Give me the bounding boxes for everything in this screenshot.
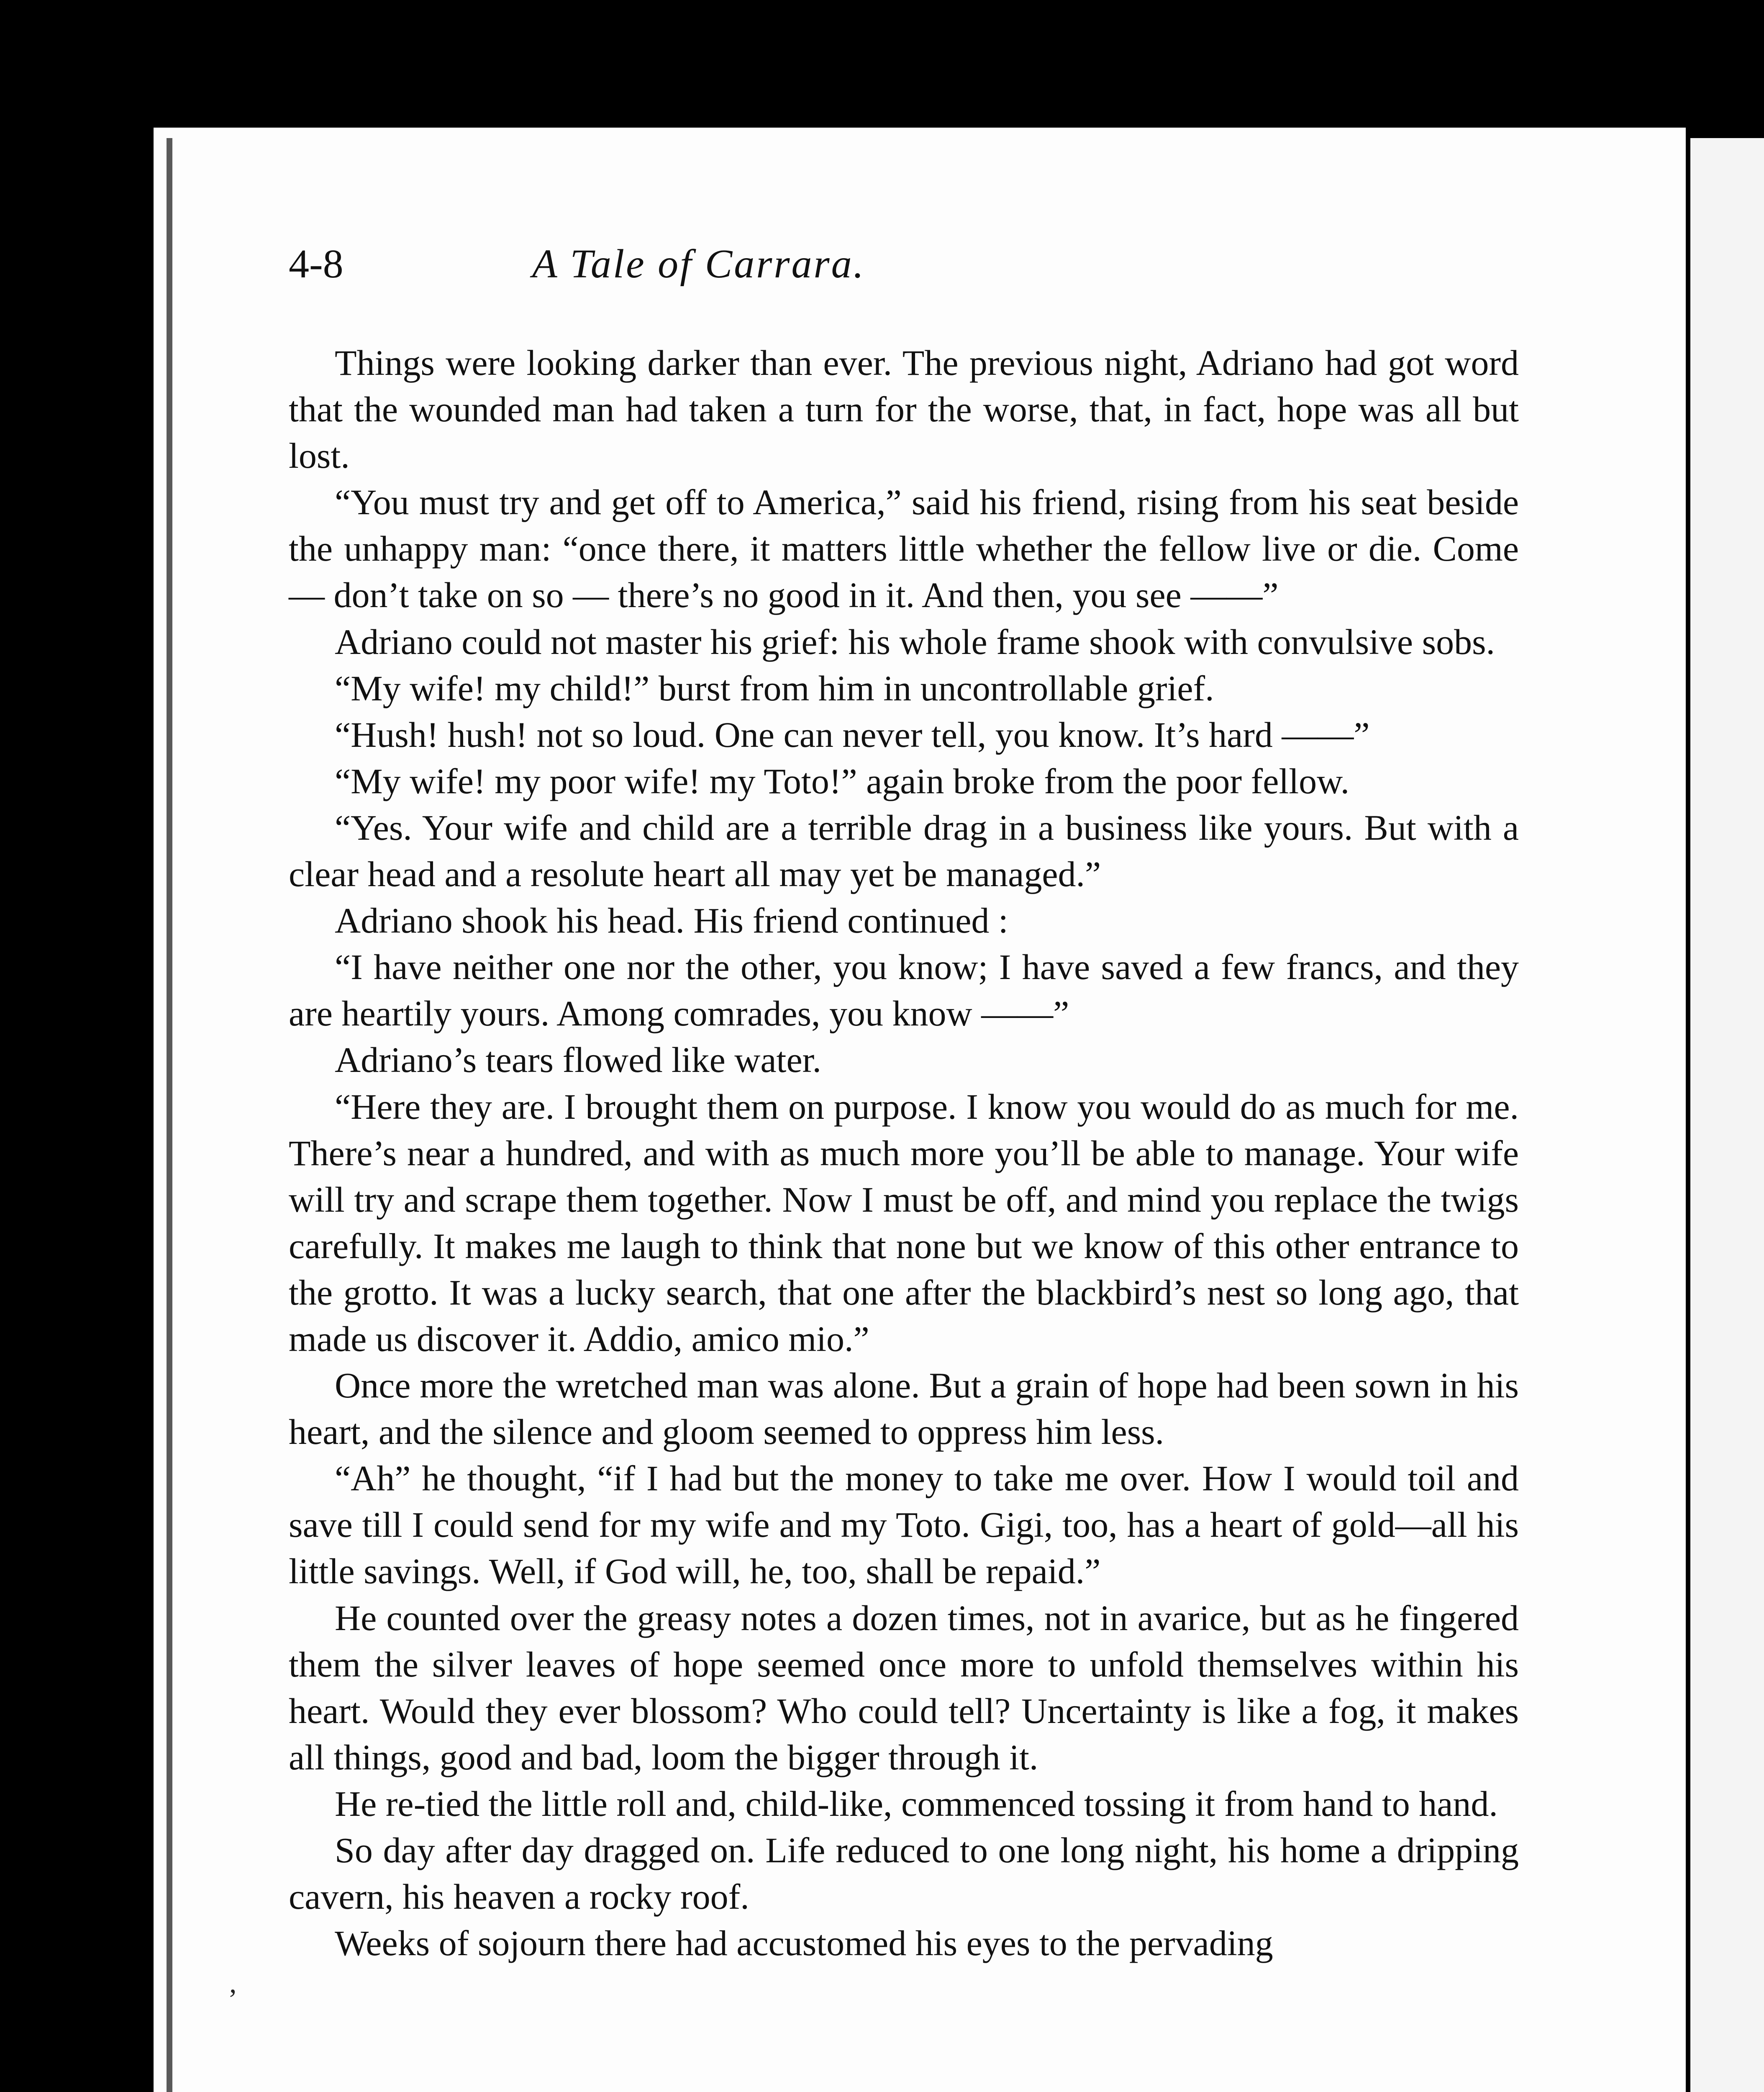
page-edge-shadow [167, 138, 172, 2092]
paragraph: Weeks of sojourn there had accustomed his eyes to the pervading [335, 1923, 1273, 1964]
margin-mark: , [229, 1967, 237, 1999]
paragraph: “Yes. Your wife and child are a terrible drag in a business like yours. But with a clear head and a resolute heart all may yet be managed.” [289, 807, 1519, 895]
paragraph: He counted over the greasy notes a dozen times, not in avarice, but as he fingered them the silver leaves of hope seemed once more to unfold themselves within his heart. Would they ever blossom? Who could tell? Uncertainty is like a fog, it makes all things, good and bad, loom the bigger through it. [289, 1597, 1519, 1777]
paragraph: Things were looking darker than ever. The previous night, Adriano had got word that the wounded man had taken a turn for the worse, that, in fact, hope was all but lost. [289, 343, 1519, 476]
paragraph: “My wife! my poor wife! my Toto!” again broke from the poor fellow. [335, 761, 1350, 801]
paragraph: “Ah” he thought, “if I had but the money to take me over. How I would toil and save till I could send for my wife and my Toto. Gigi, too, has a heart of gold—all his little savings. Well, if God will, he, too, shall be repaid.” [289, 1458, 1519, 1592]
body-text [289, 340, 1519, 1966]
running-title: A Tale of Carrara. [532, 241, 866, 287]
paragraph: Adriano could not master his grief: his whole frame shook with convulsive sobs. [335, 621, 1495, 662]
paragraph: “I have neither one nor the other, you know; I have saved a few francs, and they are heartily yours. Among comrades, you know ——” [289, 947, 1519, 1034]
paragraph: “You must try and get off to America,” said his friend, rising from his seat beside the unhappy man: “once there, it matters little whether the fellow live or die. Come — don’t take on so — there’s no good in it. And then, you see ——” [289, 482, 1519, 615]
paragraph: “Hush! hush! not so loud. One can never tell, you know. It’s hard ——” [335, 714, 1370, 755]
paragraph: Adriano shook his head. His friend continued : [335, 900, 1008, 941]
page-number: 4-8 [289, 241, 344, 287]
paragraph: “My wife! my child!” burst from him in uncontrollable grief. [335, 668, 1214, 708]
adjacent-page-edge [1690, 138, 1764, 2092]
paragraph: So day after day dragged on. Life reduced to one long night, his home a dripping cavern, his heaven a rocky roof. [289, 1830, 1519, 1917]
paragraph: Adriano’s tears flowed like water. [335, 1040, 822, 1080]
paragraph: Once more the wretched man was alone. But a grain of hope had been sown in his heart, and the silence and gloom seemed to oppress him less. [289, 1365, 1519, 1452]
page-header [289, 241, 1109, 299]
paragraph: He re-tied the little roll and, child-like, commenced tossing it from hand to hand. [335, 1783, 1498, 1824]
paragraph: “Here they are. I brought them on purpose. I know you would do as much for me. There’s near a hundred, and with as much more you’ll be able to manage. Your wife will try and scrape them together. Now I must be off, and mind you replace the twigs carefully. It makes me laugh to think that none but we know of this other entrance to the grotto. It was a lucky search, that one after the blackbird’s nest so long ago, that made us discover it. Addio, amico mio.” [289, 1086, 1519, 1359]
